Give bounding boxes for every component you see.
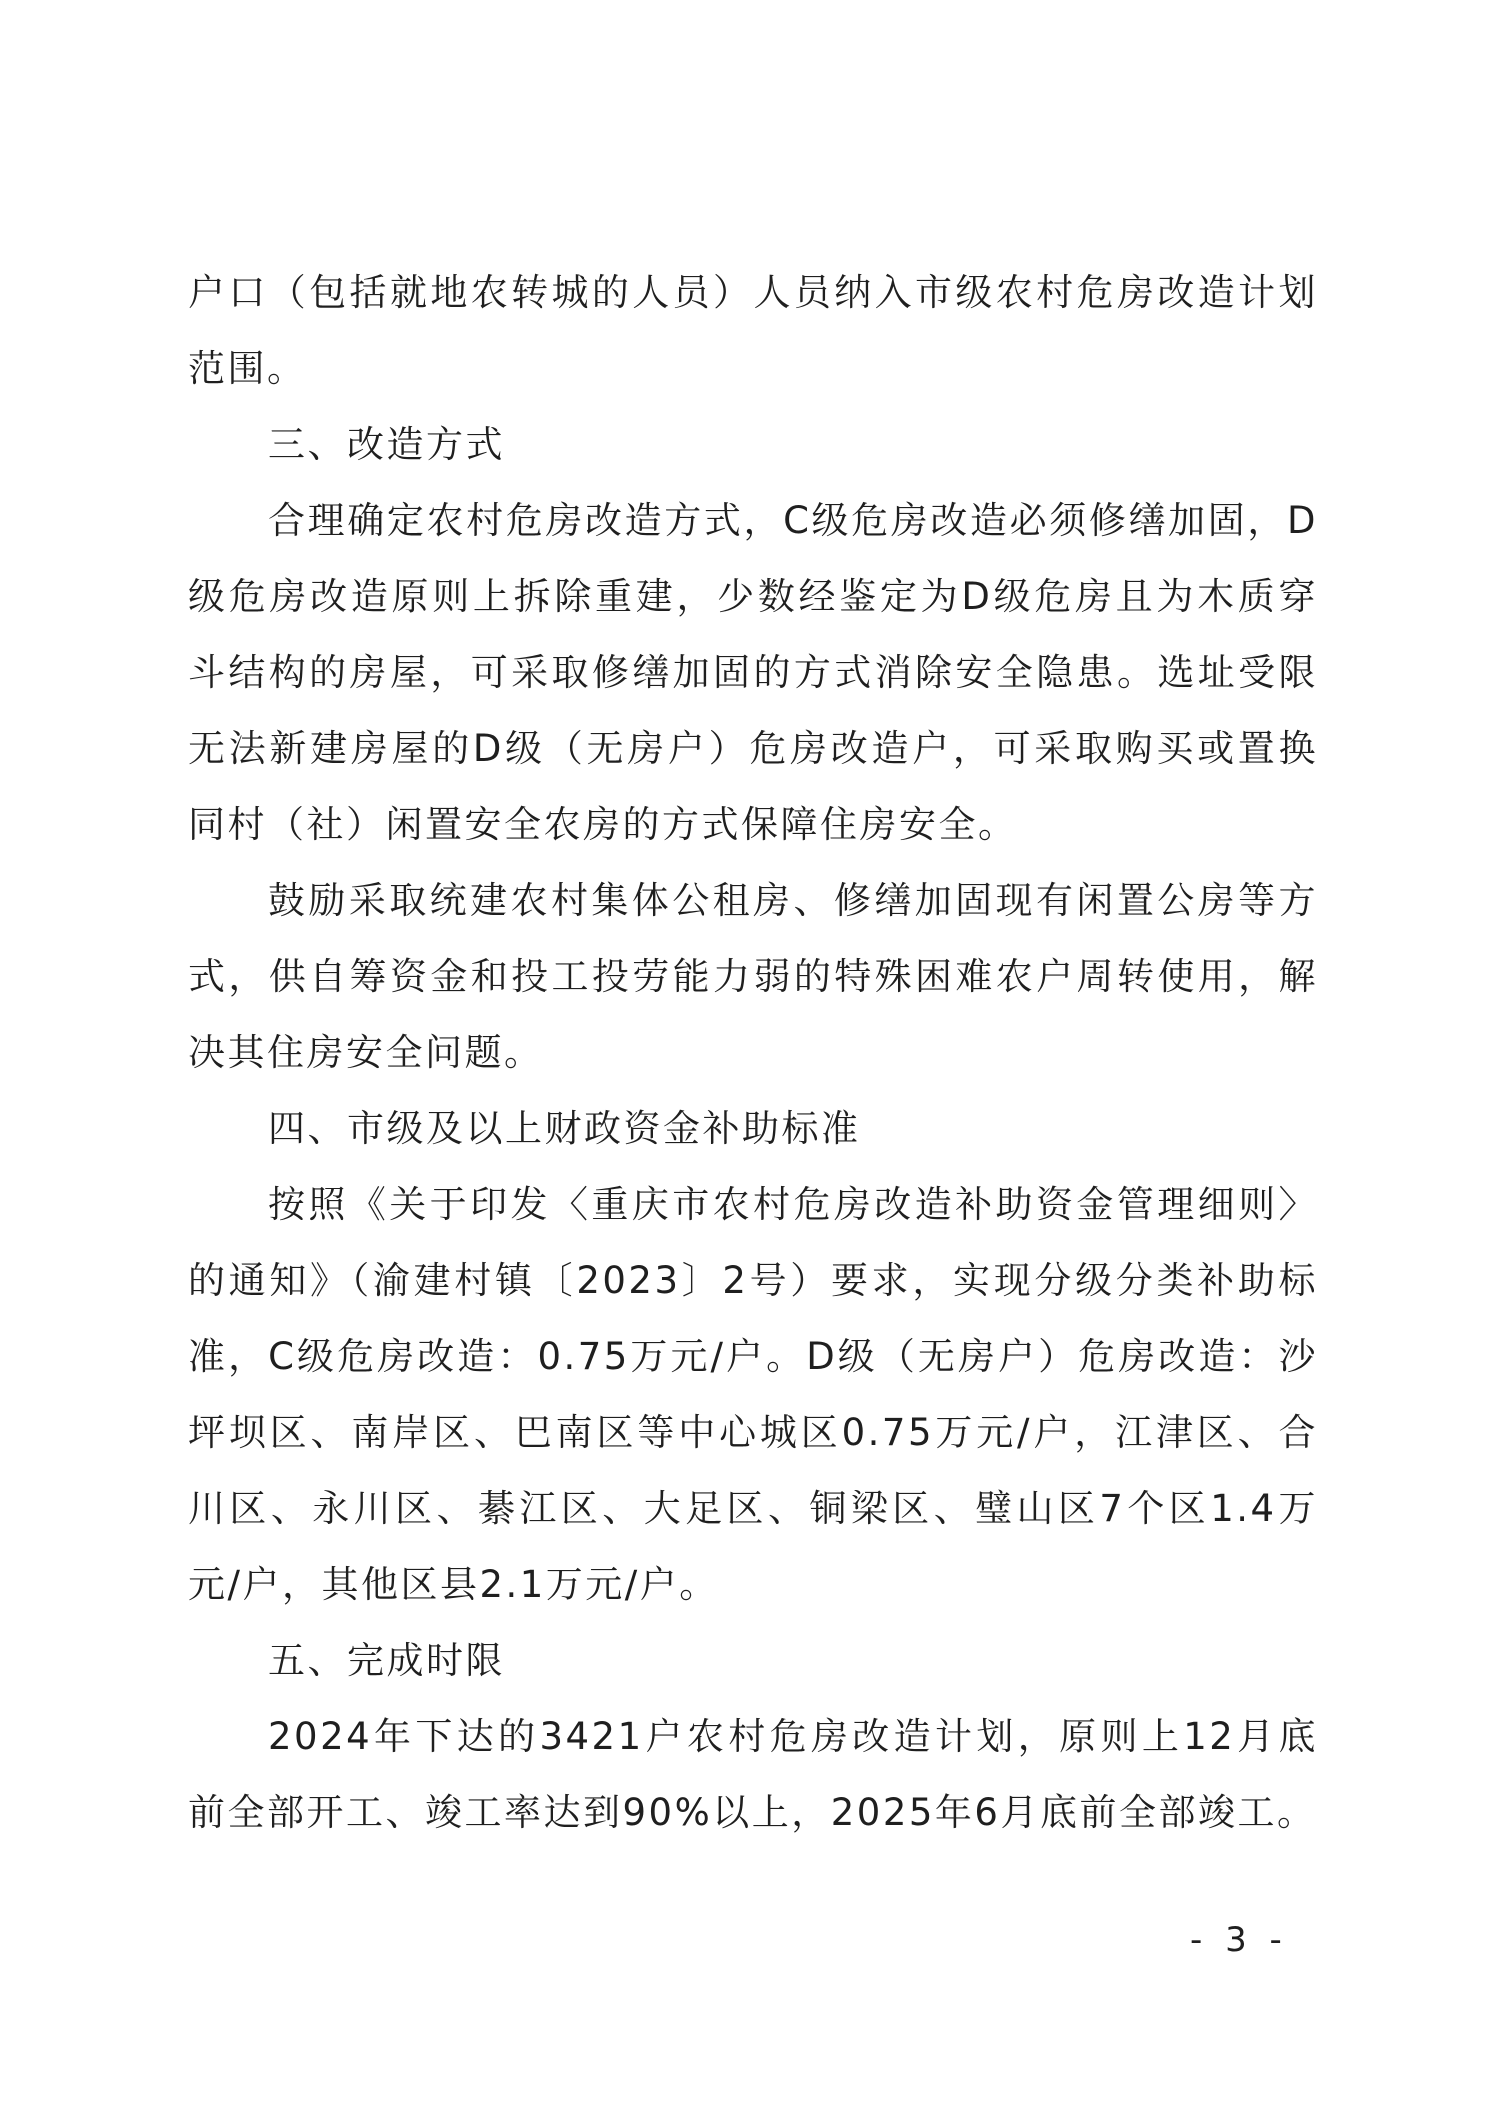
continuation-paragraph: 户口（包括就地农转城的人员）人员纳入市级农村危房改造计划范围。: [188, 271, 1318, 390]
section-5-paragraph-1: 2024年下达的3421户农村危房改造计划，原则上12月底前全部开工、竣工率达到90%以上，2025年6月底前全部竣工。: [188, 1715, 1318, 1834]
section-heading-4: 四、市级及以上财政资金补助标准: [268, 1107, 861, 1150]
document-body: [188, 255, 1318, 1851]
section-heading-5: 五、完成时限: [268, 1639, 505, 1682]
section-4-paragraph-1: 按照《关于印发〈重庆市农村危房改造补助资金管理细则〉的通知》（渝建村镇〔2023〕2号）要求，实现分级分类补助标准，C级危房改造：0.75万元/户。D级（无房户）危房改造：沙坪坝区、南岸区、巴南区等中心城区0.75万元/户，江津区、合川区、永川区、綦江区、大足区、铜梁区、璧山区7个区1.4万元/户，其他区县2.1万元/户。: [188, 1183, 1318, 1606]
section-3-paragraph-1: 合理确定农村危房改造方式，C级危房改造必须修缮加固，D级危房改造原则上拆除重建，少数经鉴定为D级危房且为木质穿斗结构的房屋，可采取修缮加固的方式消除安全隐患。选址受限无法新建房屋的D级（无房户）危房改造户，可采取购买或置换同村（社）闲置安全农房的方式保障住房安全。: [188, 499, 1318, 846]
section-heading-3: 三、改造方式: [268, 423, 505, 466]
section-3-paragraph-2: 鼓励采取统建农村集体公租房、修缮加固现有闲置公房等方式，供自筹资金和投工投劳能力弱的特殊困难农户周转使用，解决其住房安全问题。: [188, 879, 1318, 1074]
page-number: - 3 -: [1190, 1920, 1288, 1960]
